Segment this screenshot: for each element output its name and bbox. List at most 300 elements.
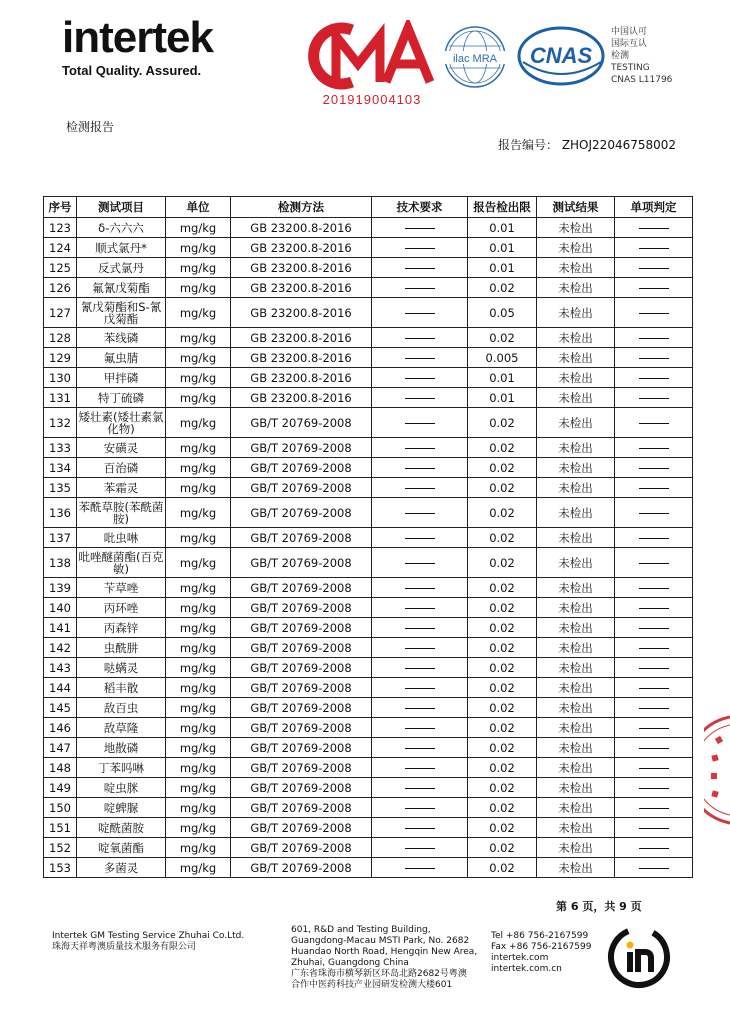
cell-requirement (372, 718, 468, 738)
dash-mark (639, 588, 669, 589)
cell-item: 啶氧菌酯 (77, 838, 166, 858)
cell-method: GB/T 20769-2008 (231, 678, 372, 698)
cell-item: 哒螨灵 (77, 658, 166, 678)
col-header-no: 序号 (44, 197, 77, 218)
cell-item: 甲拌磷 (77, 368, 166, 388)
cell-verdict (615, 498, 693, 528)
dash-mark (639, 423, 669, 424)
cell-verdict (615, 408, 693, 438)
cell-verdict (615, 368, 693, 388)
table-row (44, 218, 693, 238)
col-header-item: 测试项目 (77, 197, 166, 218)
cell-item: 安磺灵 (77, 438, 166, 458)
dash-mark (405, 688, 435, 689)
cell-item: 地散磷 (77, 738, 166, 758)
cell-method: GB/T 20769-2008 (231, 498, 372, 528)
cell-method: GB 23200.8-2016 (231, 298, 372, 328)
dash-mark (405, 538, 435, 539)
cell-verdict (615, 328, 693, 348)
cell-requirement (372, 578, 468, 598)
dash-mark (405, 313, 435, 314)
contact-line: Fax +86 756-2167599 (491, 942, 592, 952)
cell-method: GB/T 20769-2008 (231, 758, 372, 778)
cell-verdict (615, 618, 693, 638)
cell-method: GB/T 20769-2008 (231, 698, 372, 718)
cell-item: 吡虫啉 (77, 528, 166, 548)
cell-limit: 0.02 (468, 758, 537, 778)
cell-unit: mg/kg (166, 478, 231, 498)
cell-requirement (372, 368, 468, 388)
cell-verdict (615, 838, 693, 858)
contact-line: intertek.com (491, 953, 549, 963)
cell-unit: mg/kg (166, 758, 231, 778)
dash-mark (639, 808, 669, 809)
table-row (44, 298, 693, 328)
cell-method: GB 23200.8-2016 (231, 218, 372, 238)
dash-mark (639, 378, 669, 379)
dash-mark (405, 648, 435, 649)
cell-verdict (615, 438, 693, 458)
cell-unit: mg/kg (166, 258, 231, 278)
cell-unit: mg/kg (166, 658, 231, 678)
dash-mark (639, 358, 669, 359)
cell-unit: mg/kg (166, 778, 231, 798)
cell-requirement (372, 738, 468, 758)
table-body (44, 218, 693, 878)
cell-method: GB 23200.8-2016 (231, 328, 372, 348)
dash-mark (639, 268, 669, 269)
cell-result: 未检出 (537, 758, 615, 778)
cell-no: 123 (44, 218, 77, 238)
cell-verdict (615, 348, 693, 368)
cell-unit: mg/kg (166, 328, 231, 348)
dash-mark (405, 828, 435, 829)
cell-verdict (615, 758, 693, 778)
dash-mark (405, 868, 435, 869)
cell-result: 未检出 (537, 408, 615, 438)
cell-item: 氟氰戊菊酯 (77, 278, 166, 298)
cell-method: GB/T 20769-2008 (231, 798, 372, 818)
cell-result: 未检出 (537, 718, 615, 738)
contact-line: intertek.com.cn (491, 964, 562, 974)
cell-limit: 0.02 (468, 478, 537, 498)
cell-no: 153 (44, 858, 77, 878)
cell-result: 未检出 (537, 578, 615, 598)
cell-result: 未检出 (537, 528, 615, 548)
address-line: Guangdong-Macau MSTI Park, No. 2682 (291, 936, 470, 946)
dash-mark (639, 788, 669, 789)
dash-mark (639, 228, 669, 229)
dash-mark (405, 248, 435, 249)
dash-mark (405, 468, 435, 469)
cell-unit: mg/kg (166, 858, 231, 878)
cert-line: 检测 (611, 51, 630, 61)
accreditation-text (611, 26, 672, 86)
dash-mark (639, 563, 669, 564)
cell-result: 未检出 (537, 238, 615, 258)
cell-requirement (372, 498, 468, 528)
cell-method: GB 23200.8-2016 (231, 368, 372, 388)
cell-result: 未检出 (537, 388, 615, 408)
cell-result: 未检出 (537, 818, 615, 838)
cell-method: GB 23200.8-2016 (231, 278, 372, 298)
cell-result: 未检出 (537, 328, 615, 348)
cell-item: 顺式氯丹* (77, 238, 166, 258)
brand-name: intertek (62, 13, 213, 62)
cell-no: 141 (44, 618, 77, 638)
cell-limit: 0.02 (468, 638, 537, 658)
cell-limit: 0.02 (468, 698, 537, 718)
dash-mark (639, 828, 669, 829)
cell-result: 未检出 (537, 618, 615, 638)
dash-mark (405, 378, 435, 379)
cell-no: 136 (44, 498, 77, 528)
dash-mark (639, 538, 669, 539)
address-line: 601, R&D and Testing Building, (291, 925, 431, 935)
cell-no: 129 (44, 348, 77, 368)
cell-requirement (372, 258, 468, 278)
cell-method: GB/T 20769-2008 (231, 528, 372, 548)
cell-item: 丙森锌 (77, 618, 166, 638)
cma-shape-m (336, 36, 380, 82)
cell-unit: mg/kg (166, 738, 231, 758)
cnas-mark (517, 24, 607, 88)
table-row (44, 348, 693, 368)
intertek-round-logo-icon (606, 924, 672, 990)
table-row (44, 278, 693, 298)
table-row (44, 438, 693, 458)
address-line: Huandao North Road, Hengqin New Area, (291, 947, 478, 957)
table-row (44, 818, 693, 838)
cell-limit: 0.02 (468, 718, 537, 738)
dash-mark (405, 588, 435, 589)
cell-verdict (615, 818, 693, 838)
cell-item: 多菌灵 (77, 858, 166, 878)
cell-item: 敌百虫 (77, 698, 166, 718)
cert-line: CNAS L11796 (611, 75, 673, 85)
cell-method: GB 23200.8-2016 (231, 348, 372, 368)
cell-requirement (372, 278, 468, 298)
table-row (44, 578, 693, 598)
cell-no: 130 (44, 368, 77, 388)
col-header-method: 检测方法 (231, 197, 372, 218)
cell-item: 氰戊菊酯和S-氰戊菊酯 (77, 298, 166, 328)
cell-requirement (372, 658, 468, 678)
cell-verdict (615, 478, 693, 498)
dash-mark (639, 398, 669, 399)
cell-unit: mg/kg (166, 578, 231, 598)
cell-limit: 0.02 (468, 858, 537, 878)
cell-limit: 0.02 (468, 618, 537, 638)
cell-requirement (372, 458, 468, 478)
cell-method: GB/T 20769-2008 (231, 658, 372, 678)
footer-contact (491, 931, 591, 975)
cell-unit: mg/kg (166, 798, 231, 818)
cell-limit: 0.02 (468, 328, 537, 348)
cell-verdict (615, 778, 693, 798)
cell-unit: mg/kg (166, 238, 231, 258)
cell-requirement (372, 598, 468, 618)
cell-item: 苯线磷 (77, 328, 166, 348)
cell-unit: mg/kg (166, 598, 231, 618)
cell-method: GB/T 20769-2008 (231, 478, 372, 498)
table-row (44, 678, 693, 698)
address-line: Zhuhai, Guangdong China (291, 958, 409, 968)
ilac-mra-mark (437, 24, 513, 90)
cell-verdict (615, 638, 693, 658)
cell-item: 稻丰散 (77, 678, 166, 698)
footer-company (52, 931, 244, 953)
dash-mark (405, 768, 435, 769)
cell-verdict (615, 698, 693, 718)
dash-mark (639, 748, 669, 749)
dash-mark (639, 868, 669, 869)
cell-limit: 0.02 (468, 678, 537, 698)
cell-method: GB/T 20769-2008 (231, 458, 372, 478)
cell-requirement (372, 678, 468, 698)
cell-item: 矮壮素(矮壮素氯化物) (78, 409, 164, 436)
col-header-requirement: 技术要求 (372, 197, 468, 218)
cell-item: δ-六六六 (77, 218, 166, 238)
dash-mark (639, 488, 669, 489)
cell-result: 未检出 (537, 258, 615, 278)
cell-unit: mg/kg (166, 458, 231, 478)
dash-mark (405, 708, 435, 709)
cell-result: 未检出 (537, 278, 615, 298)
cell-requirement (372, 618, 468, 638)
cell-method: GB 23200.8-2016 (231, 238, 372, 258)
cell-unit: mg/kg (166, 368, 231, 388)
ilac-text: ilac MRA (452, 53, 498, 65)
cell-result: 未检出 (537, 438, 615, 458)
cma-shape-a (386, 28, 430, 82)
cell-method: GB/T 20769-2008 (231, 548, 372, 578)
cell-no: 145 (44, 698, 77, 718)
cell-no: 143 (44, 658, 77, 678)
cell-no: 132 (44, 408, 77, 438)
cell-unit: mg/kg (166, 408, 231, 438)
cell-no: 127 (44, 298, 77, 328)
dash-mark (405, 848, 435, 849)
cell-requirement (372, 698, 468, 718)
dash-mark (405, 228, 435, 229)
cell-requirement (372, 408, 468, 438)
dash-mark (405, 513, 435, 514)
cell-limit: 0.02 (468, 838, 537, 858)
cell-unit: mg/kg (166, 638, 231, 658)
dash-mark (405, 448, 435, 449)
table-row (44, 238, 693, 258)
cell-no: 124 (44, 238, 77, 258)
cell-item: 特丁硫磷 (77, 388, 166, 408)
table-row (44, 598, 693, 618)
col-header-verdict: 单项判定 (615, 197, 693, 218)
cell-requirement (372, 638, 468, 658)
cell-unit: mg/kg (166, 818, 231, 838)
cell-limit: 0.02 (468, 458, 537, 478)
cell-requirement (372, 838, 468, 858)
cell-verdict (615, 548, 693, 578)
cell-method: GB/T 20769-2008 (231, 838, 372, 858)
cell-method: GB/T 20769-2008 (231, 598, 372, 618)
official-seal-icon (704, 715, 730, 825)
cell-item: 啶酰菌胺 (77, 818, 166, 838)
cell-requirement (372, 528, 468, 548)
cert-line: 国际互认 (611, 39, 648, 49)
cell-no: 142 (44, 638, 77, 658)
cell-no: 150 (44, 798, 77, 818)
cell-no: 148 (44, 758, 77, 778)
table-header-row (44, 197, 693, 218)
dash-mark (639, 338, 669, 339)
col-header-result: 测试结果 (537, 197, 615, 218)
dash-mark (405, 268, 435, 269)
table-row (44, 778, 693, 798)
cell-requirement (372, 798, 468, 818)
table-row (44, 258, 693, 278)
cell-result: 未检出 (537, 838, 615, 858)
company-line: Intertek GM Testing Service Zhuhai Co.Ltd. (52, 931, 245, 941)
cell-requirement (372, 238, 468, 258)
cell-item: 丙环唑 (77, 598, 166, 618)
cell-requirement (372, 348, 468, 368)
cell-method: GB/T 20769-2008 (231, 738, 372, 758)
cell-unit: mg/kg (166, 698, 231, 718)
cell-no: 125 (44, 258, 77, 278)
cell-verdict (615, 658, 693, 678)
footer-address (291, 925, 477, 991)
dash-mark (639, 313, 669, 314)
cell-unit: mg/kg (166, 718, 231, 738)
cell-verdict (615, 678, 693, 698)
dash-mark (639, 688, 669, 689)
cell-result: 未检出 (537, 738, 615, 758)
cell-method: GB/T 20769-2008 (231, 778, 372, 798)
address-line: 合作中医药科技产业园研发检测大楼601 (291, 980, 453, 990)
cell-no: 126 (44, 278, 77, 298)
cell-item: 吡唑醚菌酯(百克敏) (78, 549, 164, 576)
cell-unit: mg/kg (166, 548, 231, 578)
table-row (44, 838, 693, 858)
cell-limit: 0.02 (468, 658, 537, 678)
report-number: 报告编号： ZHOJ22046758002 (498, 138, 677, 152)
cell-verdict (615, 458, 693, 478)
cell-verdict (615, 578, 693, 598)
table-row (44, 498, 693, 528)
cell-requirement (372, 858, 468, 878)
cell-result: 未检出 (537, 498, 615, 528)
col-header-limit: 报告检出限 (468, 197, 537, 218)
dash-mark (639, 448, 669, 449)
table-row (44, 638, 693, 658)
dash-mark (405, 668, 435, 669)
cell-requirement (372, 298, 468, 328)
dash-mark (405, 398, 435, 399)
table-row (44, 478, 693, 498)
cell-unit: mg/kg (166, 388, 231, 408)
cell-requirement (372, 818, 468, 838)
cell-unit: mg/kg (166, 438, 231, 458)
cell-verdict (615, 798, 693, 818)
cell-unit: mg/kg (166, 348, 231, 368)
cell-limit: 0.01 (468, 238, 537, 258)
cell-item: 苯霜灵 (77, 478, 166, 498)
cell-requirement (372, 758, 468, 778)
cell-limit: 0.02 (468, 818, 537, 838)
cell-verdict (615, 858, 693, 878)
cell-verdict (615, 388, 693, 408)
cell-method: GB 23200.8-2016 (231, 388, 372, 408)
cell-requirement (372, 548, 468, 578)
cell-unit: mg/kg (166, 528, 231, 548)
cell-requirement (372, 478, 468, 498)
cell-no: 134 (44, 458, 77, 478)
table-row (44, 408, 693, 438)
cell-requirement (372, 438, 468, 458)
cell-result: 未检出 (537, 598, 615, 618)
cell-item: 啶蜱脲 (77, 798, 166, 818)
dash-mark (405, 423, 435, 424)
cell-requirement (372, 388, 468, 408)
document-title: 检测报告 (66, 120, 115, 134)
cell-item: 反式氯丹 (77, 258, 166, 278)
table-row (44, 858, 693, 878)
cell-limit: 0.02 (468, 548, 537, 578)
cell-no: 138 (44, 548, 77, 578)
dash-mark (405, 488, 435, 489)
dash-mark (405, 628, 435, 629)
cell-unit: mg/kg (166, 678, 231, 698)
cell-method: GB 23200.8-2016 (231, 258, 372, 278)
cell-verdict (615, 528, 693, 548)
cell-item: 丁苯吗啉 (77, 758, 166, 778)
cell-unit: mg/kg (166, 838, 231, 858)
cell-result: 未检出 (537, 698, 615, 718)
dash-mark (639, 513, 669, 514)
cell-verdict (615, 218, 693, 238)
table-row (44, 698, 693, 718)
cell-verdict (615, 718, 693, 738)
cell-item: 啶虫脒 (77, 778, 166, 798)
cell-no: 139 (44, 578, 77, 598)
cell-method: GB/T 20769-2008 (231, 618, 372, 638)
dash-mark (405, 608, 435, 609)
cell-result: 未检出 (537, 638, 615, 658)
contact-line: Tel +86 756-2167599 (491, 931, 589, 941)
cell-result: 未检出 (537, 298, 615, 328)
cell-limit: 0.02 (468, 598, 537, 618)
cell-no: 149 (44, 778, 77, 798)
cell-verdict (615, 278, 693, 298)
brand-tagline: Total Quality. Assured. (62, 63, 202, 78)
company-line: 珠海天祥粤澳质量技术服务有限公司 (52, 942, 197, 952)
cnas-text: CNAS (529, 43, 593, 68)
cell-limit: 0.01 (468, 368, 537, 388)
cell-item: 百治磷 (77, 458, 166, 478)
dash-mark (639, 668, 669, 669)
cell-limit: 0.01 (468, 258, 537, 278)
cell-unit: mg/kg (166, 498, 231, 528)
dash-mark (405, 358, 435, 359)
cell-no: 133 (44, 438, 77, 458)
cell-method: GB/T 20769-2008 (231, 718, 372, 738)
cell-method: GB/T 20769-2008 (231, 578, 372, 598)
cell-no: 152 (44, 838, 77, 858)
table-row (44, 458, 693, 478)
cell-unit: mg/kg (166, 618, 231, 638)
dash-mark (405, 788, 435, 789)
cell-no: 140 (44, 598, 77, 618)
